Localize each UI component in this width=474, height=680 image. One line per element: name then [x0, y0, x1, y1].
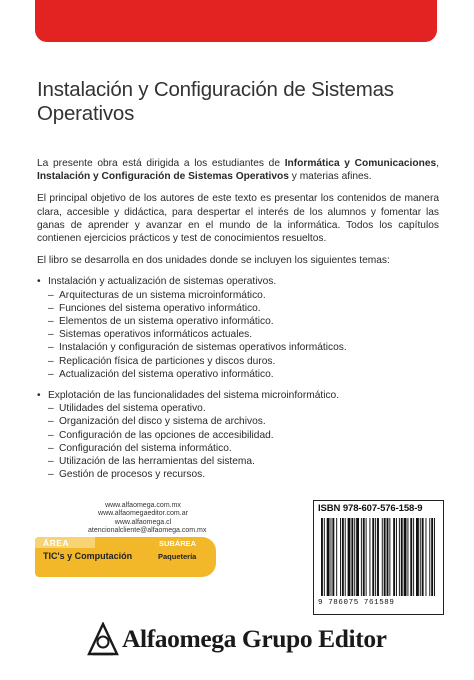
email-link[interactable]: atencionalcliente@alfaomega.com.mx	[88, 526, 207, 534]
topic-item: – Elementos de un sistema operativo informático.	[48, 315, 439, 328]
topic-item: – Funciones del sistema operativo informático.	[48, 302, 439, 315]
topic-item: – Sistemas operativos informáticos actuales.	[48, 328, 439, 341]
barcode-bar	[342, 518, 344, 596]
barcode-bar	[332, 518, 334, 596]
barcode-bar	[361, 518, 362, 596]
subarea-value: Paquetería	[158, 552, 197, 561]
intro-paragraph: La presente obra está dirigida a los estudiantes de Informática y Comunicaciones, Instalación y Configuración de Sistemas Operativos y materias afines.	[37, 158, 439, 183]
barcode-bar	[387, 518, 389, 596]
barcode-bar	[377, 518, 379, 596]
barcode-bar	[369, 518, 370, 596]
barcode-bar	[399, 518, 400, 596]
barcode-bar	[363, 518, 365, 596]
barcode-bar	[407, 518, 408, 596]
isbn-box	[313, 500, 444, 615]
url-link[interactable]: www.alfaomegaeditor.com.ar	[98, 510, 188, 518]
barcode-bar	[389, 518, 390, 596]
barcode-bar	[375, 518, 376, 596]
publisher-urls	[88, 502, 207, 535]
barcode-bar	[393, 518, 395, 596]
barcode-bar	[348, 518, 351, 596]
barcode-bar	[351, 518, 353, 596]
barcode-bar	[336, 518, 337, 596]
barcode-bar	[382, 518, 383, 596]
barcode-bar	[426, 518, 427, 596]
barcode-bar	[396, 518, 397, 596]
barcode-bar	[404, 518, 407, 596]
book-title	[37, 78, 437, 126]
topic-item: – Replicación física de particiones y discos duros.	[48, 355, 439, 368]
area-value: TIC's y Computación	[43, 551, 133, 561]
subarea-label: SUBÁREA	[159, 539, 197, 548]
topic-item: – Utilización de las herramientas del sistema.	[48, 455, 439, 468]
unit-item: • Explotación de las funcionalidades del sistema microinformático. – Utilidades del sistema operativo. – Organización del disco y sistema de archivos. – Configuración de las opciones de accesibilidad. – Configuración del sistema informático. – Utilización de las herramientas del sistema. – Gestión de procesos y recursos.	[37, 389, 439, 481]
barcode-digits: 9 786075 761589	[318, 599, 395, 607]
barcode-bar	[413, 518, 414, 596]
unit-topics	[48, 402, 439, 481]
url-link[interactable]: www.alfaomega.cl	[114, 518, 172, 526]
barcode-bar	[429, 518, 430, 596]
alfaomega-logo-icon	[87, 622, 119, 656]
topic-item: – Organización del disco y sistema de archivos.	[48, 415, 439, 428]
barcode-bar	[366, 518, 367, 596]
publisher-name: Alfaomega Grupo Editor	[122, 624, 387, 653]
barcode-bar	[340, 518, 341, 596]
barcode-bar	[324, 518, 325, 596]
topic-item: – Actualización del sistema operativo informático.	[48, 368, 439, 381]
topic-item: – Configuración del sistema informático.	[48, 442, 439, 455]
title-line-2: Operativos	[37, 102, 135, 125]
barcode-bar	[327, 518, 330, 596]
topic-item: – Instalación y configuración de sistemas operativos informáticos.	[48, 341, 439, 354]
barcode-icon	[321, 518, 435, 596]
barcode-bar	[384, 518, 386, 596]
barcode-bar	[345, 518, 346, 596]
barcode-bar	[356, 518, 359, 596]
barcode-bar	[422, 518, 424, 596]
topic-item: – Arquitecturas de un sistema microinformático.	[48, 289, 439, 302]
area-label: ÁREA	[43, 538, 70, 548]
barcode-bar	[401, 518, 403, 596]
barcode-bar	[416, 518, 419, 596]
url-link[interactable]: www.alfaomega.com.mx	[105, 502, 181, 509]
topic-item: – Gestión de procesos y recursos.	[48, 468, 439, 481]
barcode-bar	[420, 518, 421, 596]
objective-paragraph: El principal objetivo de los autores de este texto es presentar los contenidos de manera clara, accesible y didáctica, para despertar el interés de los alumnos y fomentar las ganas de aprender y avanzar en el mundo de la informática. Todos los capítulos contienen ejercicios prácticos y test de conocimientos resueltos.	[37, 193, 439, 245]
barcode-bar	[434, 518, 435, 596]
topic-item: – Configuración de las opciones de accesibilidad.	[48, 429, 439, 442]
barcode-bar	[354, 518, 355, 596]
title-line-1: Instalación y Configuración de Sistemas	[37, 78, 394, 101]
top-red-band	[35, 0, 437, 42]
barcode-bar	[431, 518, 433, 596]
barcode-bar	[321, 518, 323, 596]
units-list	[37, 275, 439, 481]
barcode-bar	[410, 518, 412, 596]
unit-item: • Instalación y actualización de sistemas operativos. – Arquitecturas de un sistema microinformático. – Funciones del sistema operativo informático. – Elementos de un sistema operativo informático. – Sistemas operativos informáticos actuales. – Instalación y configuración de sistemas operativos informáticos. – Replicación física de particiones y discos duros. – Actualización del sistema operativo informático.	[37, 275, 439, 381]
isbn-number: ISBN 978-607-576-158-9	[318, 503, 423, 514]
back-cover-text	[37, 157, 439, 489]
unit-topics	[48, 289, 439, 381]
area-band	[35, 537, 216, 577]
barcode-bar	[372, 518, 374, 596]
barcode-bar	[331, 518, 332, 596]
topic-item: – Utilidades del sistema operativo.	[48, 402, 439, 415]
units-intro: El libro se desarrolla en dos unidades donde se incluyen los siguientes temas:	[37, 255, 390, 267]
